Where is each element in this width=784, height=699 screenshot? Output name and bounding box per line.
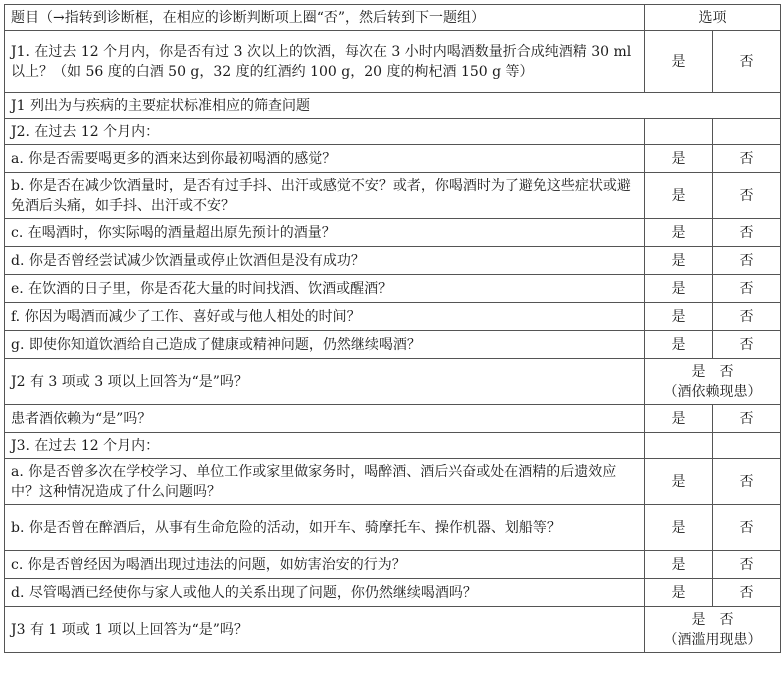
question-text: a. 你是否需要喝更多的酒来达到你最初喝酒的感觉？ [5,145,645,173]
table-row [5,275,781,303]
question-text: e. 在饮酒的日子里，你是否花大量的时间找酒、饮酒或醒酒？ [5,275,645,303]
summary-options[interactable] [651,362,774,382]
no-option[interactable]: 否 [713,331,781,359]
no-option[interactable]: 否 [713,31,781,93]
no-option[interactable]: 否 [719,363,734,380]
table-row [5,145,781,173]
table-row [5,119,781,145]
question-text: g. 即使你知道饮酒给自己造成了健康或精神问题，仍然继续喝酒？ [5,331,645,359]
yes-option[interactable]: 是 [645,579,713,607]
table-row [5,359,781,405]
yes-option[interactable]: 是 [645,173,713,219]
question-text: b. 你是否在减少饮酒量时，是否有过手抖、出汗或感觉不安？或者，你喝酒时为了避免这些症状或避免酒后头痛，如手抖、出汗或不安？ [5,173,645,219]
yes-option[interactable]: 是 [645,551,713,579]
no-option[interactable]: 否 [713,173,781,219]
yes-option[interactable]: 是 [645,459,713,505]
header-options: 选项 [645,5,781,31]
diagnosis-note: （酒滥用现患） [663,631,762,648]
table-row [5,93,781,119]
question-text: 患者酒依赖为“是”吗？ [5,405,645,433]
yes-option[interactable]: 是 [645,275,713,303]
header-question: 题目（→指转到诊断框，在相应的诊断判断项上圈“否”，然后转到下一题组） [5,5,645,31]
screening-table [4,4,781,653]
table-row [5,303,781,331]
table-row [5,405,781,433]
yes-option[interactable]: 是 [645,405,713,433]
table-row [5,433,781,459]
no-option[interactable]: 否 [713,459,781,505]
question-text: a. 你是否曾多次在学校学习、单位工作或家里做家务时，喝醉酒、酒后兴奋或处在酒精的后遗效应中？这种情况造成了什么问题吗？ [5,459,645,505]
no-option[interactable]: 否 [713,505,781,551]
table-row [5,505,781,551]
table-body [5,5,781,653]
table-row [5,607,781,653]
question-text: c. 你是否曾经因为喝酒出现过违法的问题，如妨害治安的行为？ [5,551,645,579]
yes-option[interactable]: 是 [691,611,706,628]
table-row [5,579,781,607]
no-option[interactable]: 否 [713,247,781,275]
no-option[interactable]: 否 [713,405,781,433]
no-option[interactable]: 否 [713,145,781,173]
summary-answer-cell [645,607,781,653]
table-row [5,459,781,505]
answer-empty-no [713,433,781,459]
yes-option[interactable]: 是 [645,303,713,331]
no-option[interactable]: 否 [719,611,734,628]
yes-option[interactable]: 是 [645,505,713,551]
question-text: J1 列出为与疾病的主要症状标准相应的筛查问题 [5,93,781,119]
question-text: f. 你因为喝酒而减少了工作、喜好或与他人相处的时间？ [5,303,645,331]
yes-option[interactable]: 是 [645,247,713,275]
yes-option[interactable]: 是 [645,145,713,173]
table-row [5,173,781,219]
summary-answer-cell [645,359,781,405]
question-text: J3 有 1 项或 1 项以上回答为“是”吗？ [5,607,645,653]
summary-options[interactable] [651,610,774,630]
question-text: J1. 在过去 12 个月内，你是否有过 3 次以上的饮酒，每次在 3 小时内喝酒数量折合成纯酒精 30 ml 以上？（如 56 度的白酒 50 g，32 度的红酒约 100 g，20 度的枸杞酒 150 g 等） [5,31,645,93]
question-text: J3. 在过去 12 个月内： [5,433,645,459]
yes-option[interactable]: 是 [645,31,713,93]
no-option[interactable]: 否 [713,579,781,607]
header-row [5,5,781,31]
no-option[interactable]: 否 [713,303,781,331]
diagnosis-note: （酒依赖现患） [663,383,762,400]
table-row [5,219,781,247]
table-row [5,31,781,93]
no-option[interactable]: 否 [713,219,781,247]
question-text: J2 有 3 项或 3 项以上回答为“是”吗？ [5,359,645,405]
yes-option[interactable]: 是 [645,219,713,247]
answer-empty-yes [645,119,713,145]
question-text: d. 尽管喝酒已经使你与家人或他人的关系出现了问题，你仍然继续喝酒吗？ [5,579,645,607]
table-row [5,331,781,359]
question-text: d. 你是否曾经尝试减少饮酒量或停止饮酒但是没有成功？ [5,247,645,275]
question-text: J2. 在过去 12 个月内： [5,119,645,145]
question-text: c. 在喝酒时，你实际喝的酒量超出原先预计的酒量？ [5,219,645,247]
answer-empty-no [713,119,781,145]
no-option[interactable]: 否 [713,551,781,579]
yes-option[interactable]: 是 [691,363,706,380]
no-option[interactable]: 否 [713,275,781,303]
yes-option[interactable]: 是 [645,331,713,359]
table-row [5,551,781,579]
table-row [5,247,781,275]
question-text: b. 你是否曾在醉酒后，从事有生命危险的活动，如开车、骑摩托车、操作机器、划船等？ [5,505,645,551]
answer-empty-yes [645,433,713,459]
